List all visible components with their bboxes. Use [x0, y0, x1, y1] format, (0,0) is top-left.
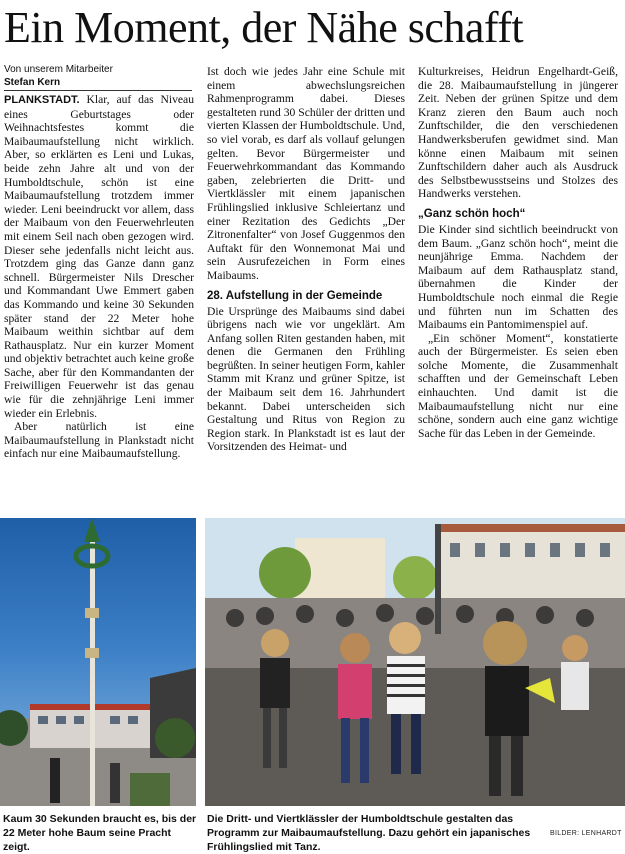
maypole-photo — [0, 518, 196, 806]
dancing-children-photo-drawing — [205, 518, 625, 806]
article-column-1 — [4, 93, 194, 461]
paragraph: Ist doch wie jedes Jahr eine Schule mit einem abwechslungsreichen Rahmenprogramm dabei. Dieses gestalteten rund 30 Schüler der dritten und vierten Klassen der Humboldtschule. Und, so viel vorab, es darf als vollauf gelungen gelten. Bevor Bürgermeister und Feuerwehrkommandant das Kommando gaben, zelebrierten die Dritt- und Viertklässler mit einem japanischen Frühlingslied inklusive Schleiertanz und einer Rezitation des Gedichts „Der Zitronenfalter“ von Josef Guggenmos den Auftakt für den Wonnemonat Mai und sein Ausrufezeichen in Form eines Maibaums. — [207, 65, 405, 282]
paragraph: „Ein schöner Moment“, konstatierte auch der Bürgermeister. Es seien eben solche Momente, die Zusammenhalt schafften und der Gemeinschaft Leben einhauchten. Und damit ist die Maibaumaufstellung nicht nur eine schöne, sondern auch eine ganz wichtige Sache für das Leben in der Gemeinde. — [418, 331, 618, 440]
byline — [4, 63, 113, 89]
paragraph: Aber natürlich ist eine Maibaumaufstellung in Plankstadt nicht einfach nur eine Maibaumaufstellung. — [4, 420, 194, 461]
paragraph: Die Ursprünge des Maibaums sind dabei übrigens nach wie vor ungeklärt. Am Anfang sollen Riten gestanden haben, mit denen die Germanen den Frühling begrüßten. In seiner heutigen Form, kahler Stamm mit Kranz und grüner Spitze, ist der Maibaum seit dem 16. Jahrhundert bekannt. Dabei unterscheiden sich Gestaltung und Ritus von Region zu Region stark. In Plankstadt ist es laut der Vorsitzenden des Heimat- und — [207, 304, 405, 454]
paragraph: Kulturkreises, Heidrun Engelhardt-Geiß, die 28. Maibaumaufstellung in jüngerer Zeit. Neben der grünen Spitze und dem Kranz zieren den Baum auch noch Zunftschilder, die den verschiedenen Handwerksberufen gewidmet sind. Man könne einen Maibaum mit seinen Zunftschildern daher auch als Ausdruck des Selbstbewusstseins und Stolzes des Handwerks verstehen. — [418, 65, 618, 201]
subheading: 28. Aufstellung in der Gemeinde — [207, 289, 383, 302]
photo-caption-1: Kaum 30 Sekunden braucht es, bis der 22 Meter hohe Baum seine Pracht zeigt. — [3, 813, 197, 853]
headline: Ein Moment, der Nähe schafft — [4, 3, 524, 52]
paragraph: PLANKSTADT. Klar, auf das Niveau eines Geburtstages oder Weihnachtsfestes kommt die Maibaumaufstellung nicht wirklich. Aber, so erklärten es Leni und Lukas, beide zehn Jahre alt und von der Humboldtschule, schön ist eine Maibaumaufstellung trotzdem immer wieder. Leni beeindruckt vor allem, dass der Maibaum von den Feuerwehrleuten mit einem Seil nach oben gezogen wird. Dieser sehe jedenfalls nicht leicht aus. Trotzdem ging das Ganze dann ganz schnell. Bürgermeister Nils Drescher und Kommandant Uwe Emmert gaben das Kommando und keine 30 Sekunden später stand der 22 Meter hohe Maibaum weithin sichtbar auf dem Rathausplatz. Nur ein kurzer Moment und objektiv betrachtet auch keine große Sache, aber für den Kommandanten der Freiwilligen Feuerwehr ist das genau wie für die zehnjährige Leni immer wieder ein Erlebnis. — [4, 93, 195, 420]
photo-caption-2: Die Dritt- und Viertklässler der Humboldtschule gestalten das Programm zur Maibaumaufstellung. Dazu gehört ein japanisches Frühlingslied mit Tanz. — [207, 813, 531, 853]
maypole-photo-drawing — [0, 518, 196, 806]
article-column-3 — [418, 65, 618, 440]
dateline: PLANKSTADT. — [4, 94, 80, 106]
byline-author: Stefan Kern — [4, 77, 61, 88]
dancing-children-photo — [205, 518, 625, 806]
subheading: „Ganz schön hoch“ — [418, 207, 526, 220]
photo-credit: BILDER: LENHARDT — [550, 830, 622, 837]
article-column-2 — [207, 65, 405, 454]
byline-divider — [4, 90, 192, 91]
paragraph: Die Kinder sind sichtlich beeindruckt von dem Baum. „Ganz schön hoch“, meint die neunjährige Emma. Nachdem der Maibaum auf dem Rathausplatz stand, übernahmen die Kinder der Humboldtschule noch einmal die Regie und führten nun im Schatten des Maibaums ein Pantomimenspiel auf. — [418, 222, 618, 332]
byline-prefix: Von unserem Mitarbeiter — [4, 64, 113, 75]
